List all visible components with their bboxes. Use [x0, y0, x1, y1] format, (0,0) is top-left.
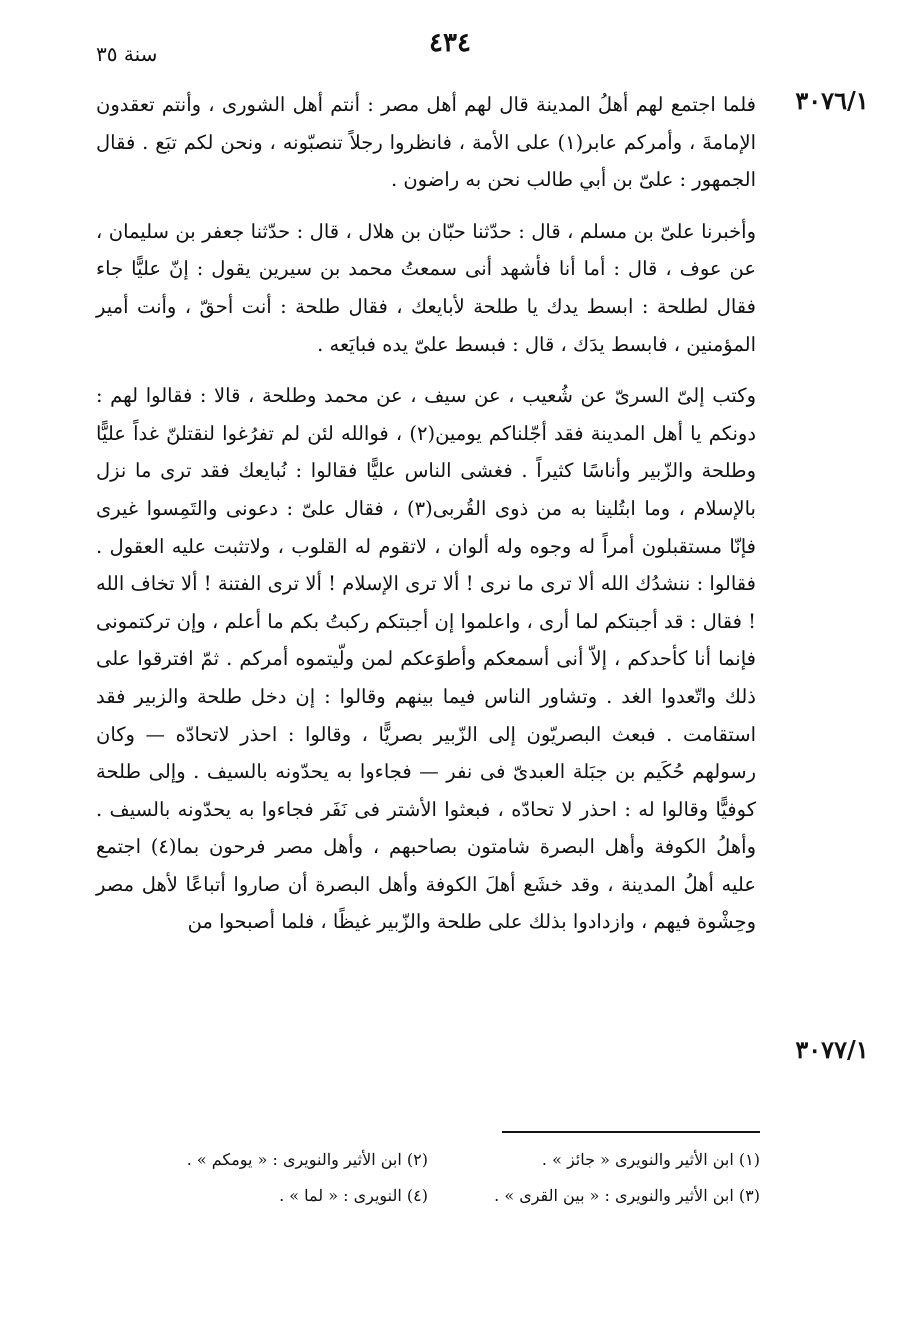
- paragraph: فلما اجتمع لهم أهلُ المدينة قال لهم أهل مصر : أنتم أهل الشورى ، وأنتم تعقدون الإمامةَ ، وأمركم عابر(١) على الأمة ، فانظروا رجلاً تنصبّونه ، ونحن لكم تبَع . فقال الجمهور : علىّ بن أبي طالب نحن به راضون .: [96, 93, 756, 192]
- year-label: سنة ٣٥: [96, 42, 158, 66]
- page-number: ٤٣٤: [429, 28, 471, 58]
- footnotes: [96, 1142, 760, 1214]
- footnote: (٢) ابن الأثير والنويرى : « يومكم » .: [186, 1150, 428, 1169]
- footnote-divider: [502, 1131, 760, 1133]
- paragraph: وكتب إلىّ السرىّ عن شُعيب ، عن سيف ، عن محمد وطلحة ، قالا : فقالوا لهم : دونكم يا أهل المدينة فقد أجّلناكم يومين(٢) ، فوالله لئن لم تفرُغوا لنقتلنّ غداً عليًّا وطلحة والزّبير وأناسًا كثيراً . فغشى الناس عليًّا فقالوا : نُبايعك فقد ترى ما نزل بالإسلام ، وما ابتُلينا به من ذوى القُربى(٣) ، فقال علىّ : دعونى والتَمِسوا غيرى فإنّا مستقبلون أمراً له وجوه وله ألوان ، لاتقوم له القلوب ، ولاتثبت عليه العقول . فقالوا : ننشدُك الله ألا ترى ما نرى ! ألا ترى الإسلام ! ألا ترى الفتنة ! ألا تخاف الله ! فقال : قد أجبتكم لما أرى ، واعلموا إن أجبتكم ركبتُ بكم ما أعلم ، وإن تركتمونى فإنما أنا كأحدكم ، إلاّ أنى أسمعكم وأطوَعكم لمن ولّيتموه أمركم . ثمّ افترقوا على ذلك واتّعدوا الغد . وتشاور الناس فيما بينهم وقالوا : إن دخل طلحة والزبير فقد استقامت . فبعث البصريّون إلى الزّبير بصريًّا ، وقالوا : احذر لاتحادّه — وكان رسولهم حُكَيم بن جبَلة العبدىّ فى نفر — فجاءوا به يحدّونه بالسيف . وإلى طلحة كوفيًّا وقالوا له : احذر لا تحادّه ، فبعثوا الأشتر فى نَفَر فجاءوا به يحدّونه بالسيف . وأهلُ الكوفة وأهل البصرة شامتون بصاحبهم ، وأهل مصر فرحون بما(٤) اجتمع عليه أهلُ المدينة ، وقد خشَع أهلَ الكوفة وأهل البصرة أن صاروا أتباعًا لأهل مصر وحِشْوة فيهم ، وازدادوا بذلك على طلحة والزّبير غيظًا ، فلما أصبحوا من: [96, 384, 757, 934]
- footnote-row: [96, 1178, 760, 1214]
- margin-reference: ٣٠٧٦/١: [795, 86, 869, 115]
- footnote-row: [96, 1142, 760, 1178]
- body-text: [96, 86, 756, 941]
- footnote: (٤) النويرى : « لما » .: [279, 1186, 428, 1205]
- paragraph: وأخبرنا علىّ بن مسلم ، قال : حدّثنا حبّان بن هلال ، قال : حدّثنا جعفر بن سليمان ، عن عوف ، قال : أما أنا فأشهد أنى سمعتُ محمد بن سيرين يقول : إنّ عليًّا جاء فقال لطلحة : ابسط يدك يا طلحة لأبايعك ، فقال طلحة : أنت أحقّ ، وأنت أمير المؤمنين ، فابسط يدَك ، قال : فبسط علىّ يده فبايَعه .: [96, 219, 756, 356]
- footnote: (١) ابن الأثير والنويرى « جائز » .: [541, 1150, 760, 1169]
- margin-reference: ٣٠٧٧/١: [795, 1035, 869, 1064]
- footnote: (٣) ابن الأثير والنويرى : « بين القرى » .: [494, 1186, 760, 1205]
